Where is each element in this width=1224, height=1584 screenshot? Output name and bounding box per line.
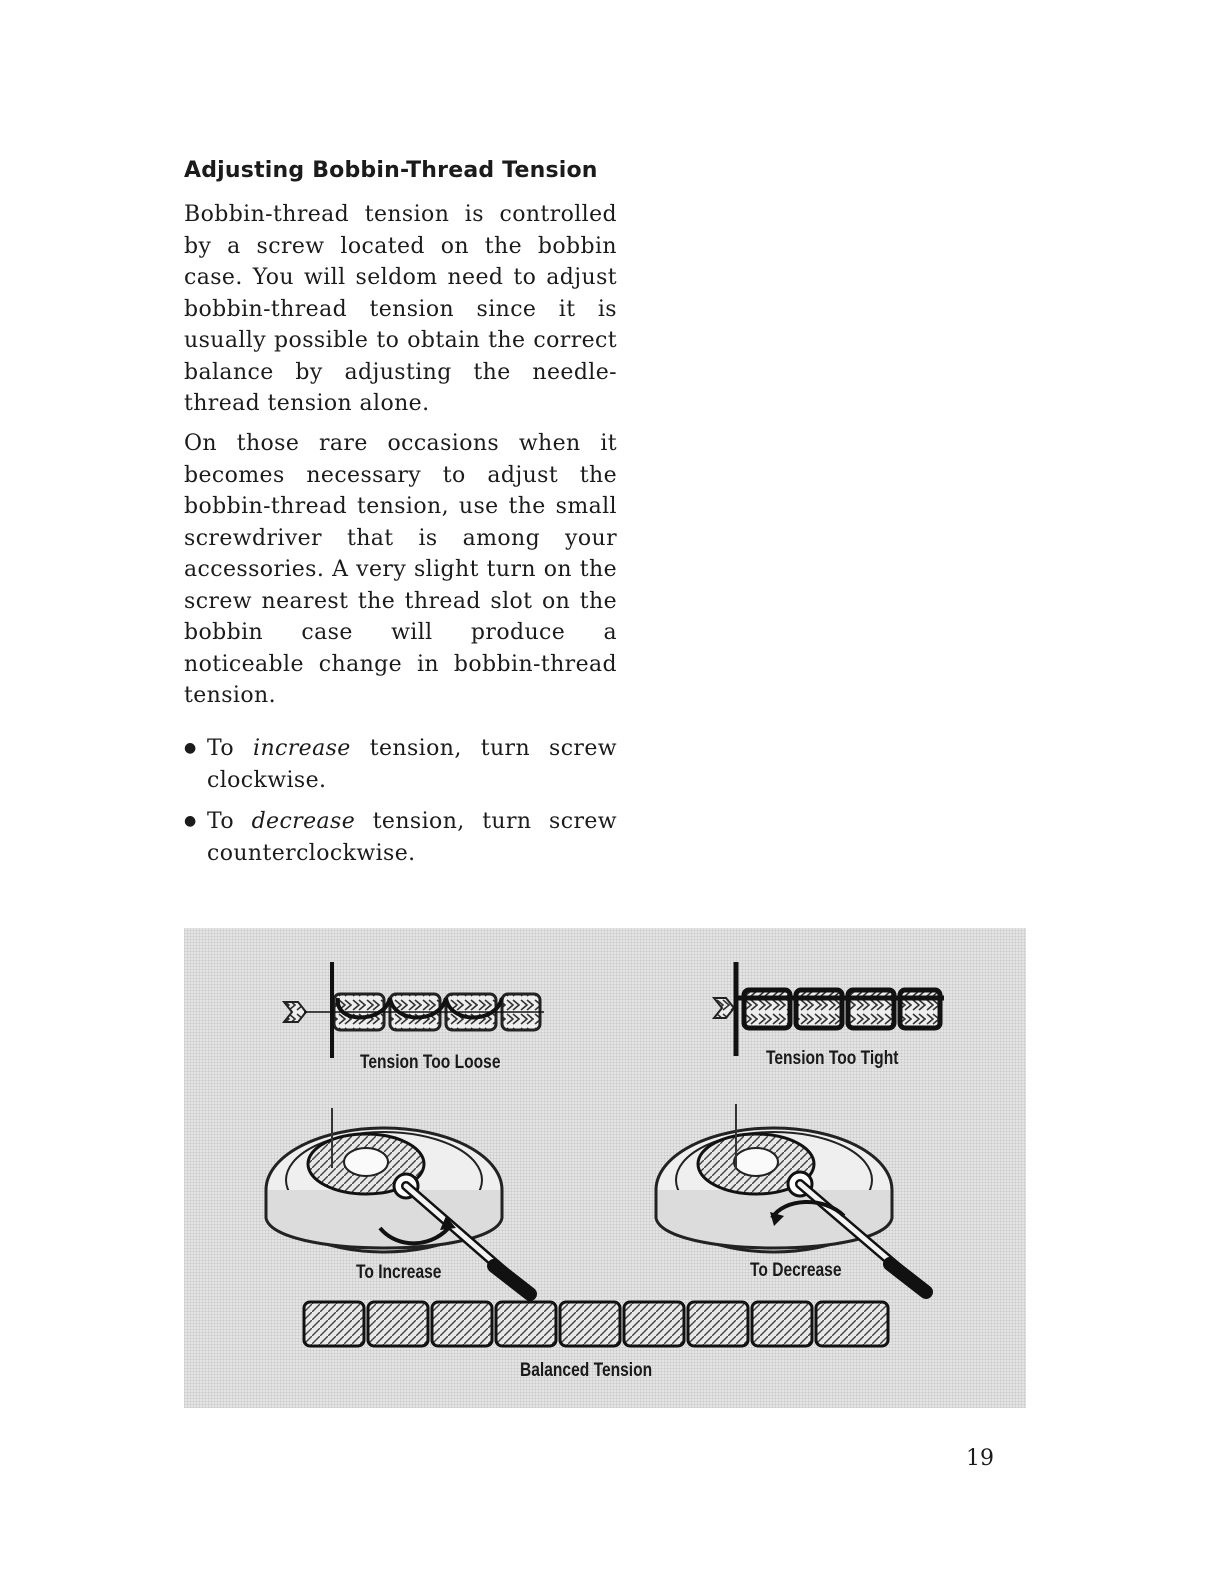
stitch-too-loose	[284, 962, 544, 1058]
bullet-icon: ●	[184, 740, 197, 756]
bullet-increase: ● To increase tension, turn screw clockwise.	[184, 733, 617, 796]
emphasis-increase: increase	[253, 736, 351, 761]
stitch-too-tight	[714, 962, 944, 1056]
label-to-decrease: To Decrease	[750, 1260, 842, 1281]
paragraph-bobbin-adjust: On those rare occasions when it becomes necessary to adjust the bobbin-thread tension, use the small screwdriver that is among your accessories. A very slight turn on the screw nearest the thread slot on the bobbin case will produce a noticeable change in bobbin-thread tension.	[184, 431, 617, 708]
bullet-icon: ●	[184, 813, 197, 829]
page-number: 19	[966, 1446, 994, 1471]
tension-diagram	[184, 928, 1026, 1408]
section-heading: Adjusting Bobbin-Thread Tension	[184, 158, 598, 183]
label-to-increase: To Increase	[356, 1262, 442, 1283]
paragraph-bobbin-intro: Bobbin-thread tension is controlled by a screw located on the bobbin case. You will seldom need to adjust bobbin-thread tension since it is usually possible to obtain the correct balance by adjusting the needle-thread tension alone.	[184, 202, 617, 416]
tension-instructions-list	[184, 733, 617, 879]
label-tension-too-tight: Tension Too Tight	[766, 1048, 899, 1069]
label-balanced-tension: Balanced Tension	[520, 1360, 653, 1381]
emphasis-decrease: decrease	[251, 809, 356, 834]
bullet-decrease: ● To decrease tension, turn screw counterclockwise.	[184, 806, 617, 869]
label-tension-too-loose: Tension Too Loose	[360, 1052, 501, 1073]
stitch-balanced	[304, 1302, 888, 1346]
tension-illustration	[184, 928, 1026, 1408]
